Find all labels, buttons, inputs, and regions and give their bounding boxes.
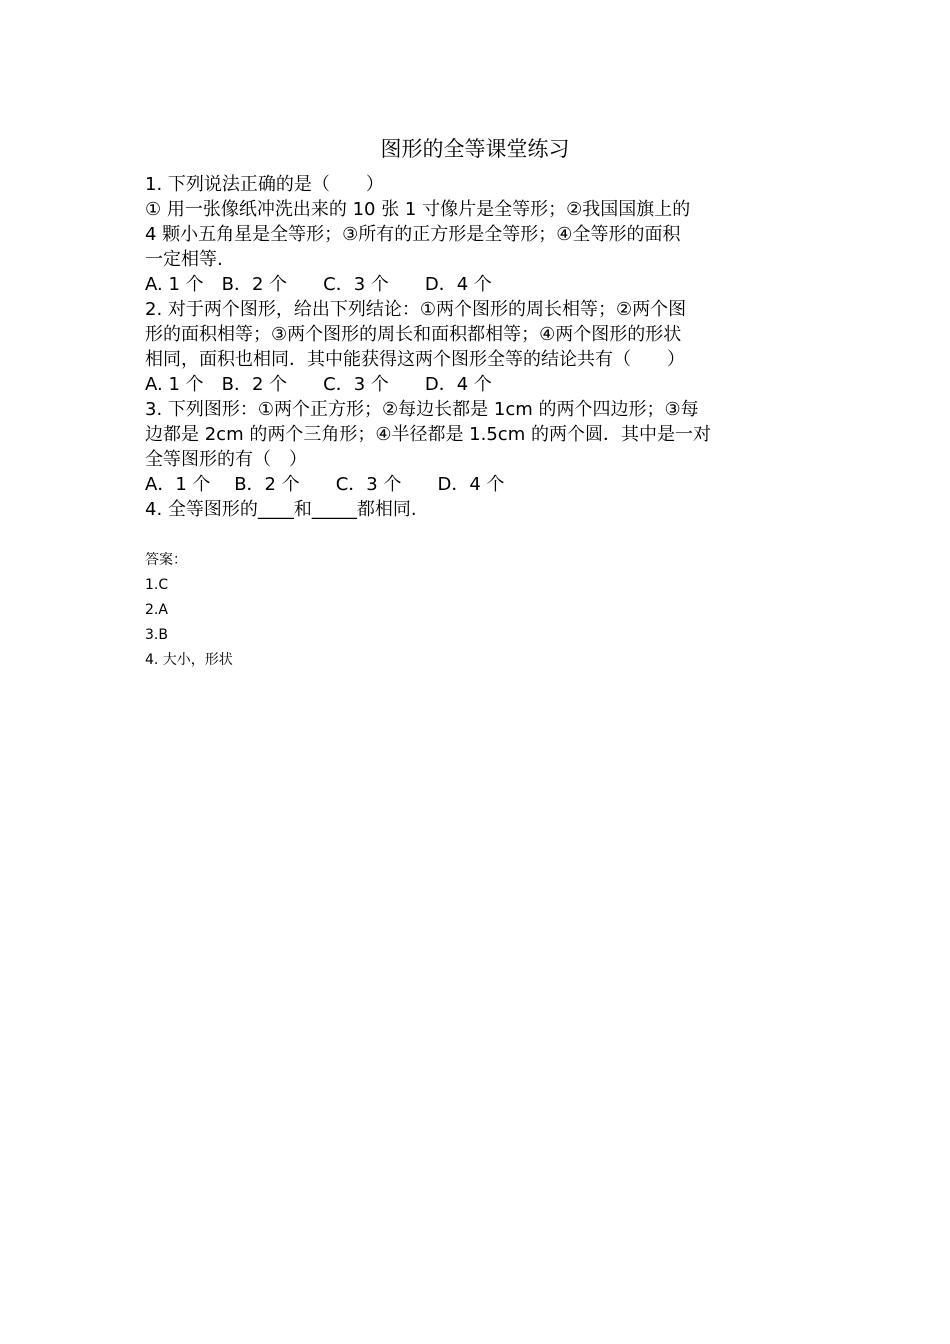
answer-2: 2.A (145, 602, 168, 618)
answer-3: 3.B (145, 627, 168, 643)
question-2-stem: 2. 对于两个图形，给出下列结论：①两个图形的周长相等；②两个图 (145, 299, 687, 320)
question-1-text-line: ① 用一张像纸冲洗出来的 10 张 1 寸像片是全等形；②我国国旗上的 (145, 199, 691, 220)
question-3-options: A．1 个 B．2 个 C．3 个 D．4 个 (145, 474, 505, 495)
answers-heading: 答案： (145, 552, 187, 568)
question-1-stem: 1. 下列说法正确的是（ ） (145, 174, 384, 195)
question-1-options: A. 1 个 B．2 个 C．3 个 D．4 个 (145, 274, 492, 295)
answer-1: 1.C (145, 577, 169, 593)
question-2-text-line: 形的面积相等；③两个图形的周长和面积都相等；④两个图形的形状 (145, 324, 682, 345)
question-1-text-line: 一定相等. (145, 249, 223, 270)
answer-4: 4. 大小，形状 (145, 652, 233, 668)
question-2-options: A. 1 个 B．2 个 C．3 个 D．4 个 (145, 374, 492, 395)
question-3-text-line: 边都是 2cm 的两个三角形；④半径都是 1.5cm 的两个圆．其中是一对 (145, 424, 711, 445)
document-title: 图形的全等课堂练习 (380, 137, 570, 161)
question-2-text-line: 相同，面积也相同．其中能获得这两个图形全等的结论共有（ ） (145, 349, 685, 370)
question-4-stem: 4. 全等图形的____和_____都相同. (145, 499, 417, 520)
answers-section (145, 548, 545, 673)
questions-section (145, 172, 810, 522)
question-3-stem: 3. 下列图形：①两个正方形；②每边长都是 1cm 的两个四边形；③每 (145, 399, 699, 420)
question-1-text-line: 4 颗小五角星是全等形；③所有的正方形是全等形；④全等形的面积 (145, 224, 681, 245)
question-3-text-line: 全等图形的有（ ） (145, 449, 307, 470)
